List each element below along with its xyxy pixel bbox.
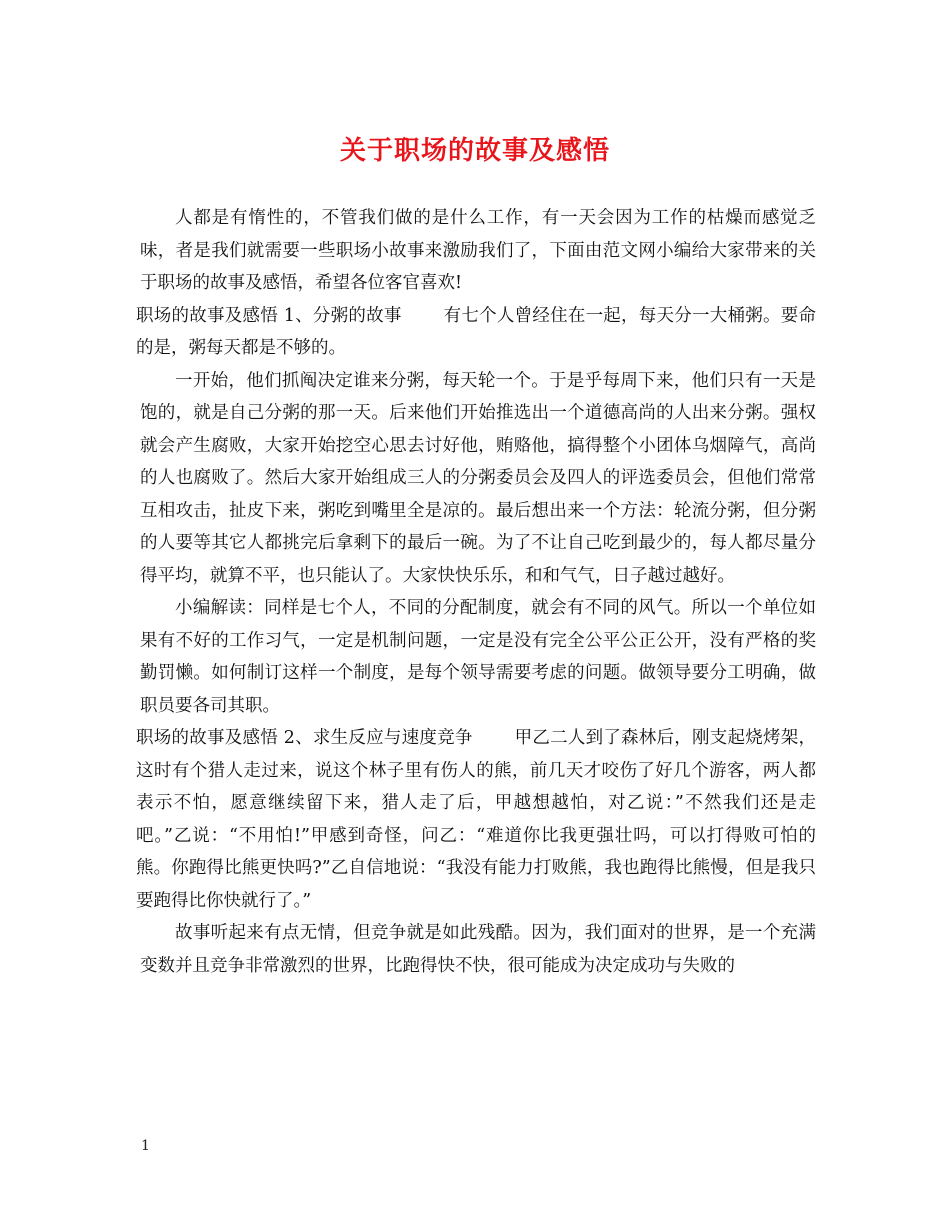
story1-opening: 有七个人曾经住在一起，每天分一大桶粥。要命的是，粥每天都是不够的。: [136, 305, 816, 358]
story1-comment-paragraph: 小编解读：同样是七个人，不同的分配制度，就会有不同的风气。所以一个单位如果有不好的工作习气，一定是机制问题，一定是没有完全公平公正公开，没有严格的奖勤罚懒。如何制订这样一个制度，是每个领导需要考虑的问题。做领导要分工明确，做职员要各司其职。: [140, 598, 816, 716]
story2-comment-paragraph: 故事听起来有点无情，但竞争就是如此残酷。因为，我们面对的世界，是一个充满变数并且竞争非常激烈的世界，比跑得快不快，很可能成为决定成功与失败的: [140, 923, 816, 976]
intro-paragraph: 人都是有惰性的，不管我们做的是什么工作，有一天会因为工作的枯燥而感觉乏味，者是我们就需要一些职场小故事来激励我们了，下面由范文网小编给大家带来的关于职场的故事及感悟，希望各位客官喜欢!: [140, 208, 816, 293]
story1-heading-paragraph: [136, 300, 816, 365]
story2-heading: 职场的故事及感悟 2、求生反应与速度竞争: [136, 728, 473, 748]
story1-body-paragraph: 一开始，他们抓阄决定谁来分粥，每天轮一个。于是乎每周下来，他们只有一天是饱的，就是自己分粥的那一天。后来他们开始推选出一个道德高尚的人出来分粥。强权就会产生腐败，大家开始挖空心思去讨好他，贿赂他，搞得整个小团体乌烟障气，高尚的人也腐败了。然后大家开始组成三人的分粥委员会及四人的评选委员会，但他们常常互相攻击，扯皮下来，粥吃到嘴里全是凉的。最后想出来一个方法：轮流分粥，但分粥的人要等其它人都挑完后拿剩下的最后一碗。为了不让自己吃到最少的，每人都尽量分得平均，就算不平，也只能认了。大家快快乐乐，和和气气，日子越过越好。: [140, 370, 816, 586]
story2-heading-paragraph: [136, 722, 816, 917]
document-body: [136, 202, 817, 982]
story1-heading: 职场的故事及感悟 1、分粥的故事: [136, 305, 402, 326]
page-title: 关于职场的故事及感悟: [339, 136, 610, 166]
page-number: 1: [141, 1138, 150, 1154]
story2-opening: 甲乙二人到了森林后，刚支起烧烤架，这时有个猎人走过来，说这个林子里有伤人的熊，前几天才咬伤了好几个游客，两人都表示不怕，愿意继续留下来，猎人走了后，甲越想越怕，对乙说：”不然我们还是走吧。”乙说：“不用怕!”甲感到奇怪，问乙：“难道你比我更强壮吗，可以打得败可怕的熊。你跑得比熊更快吗?”乙自信地说：“我没有能力打败熊，我也跑得比熊慢，但是我只要跑得比你快就行了。”: [136, 728, 817, 911]
